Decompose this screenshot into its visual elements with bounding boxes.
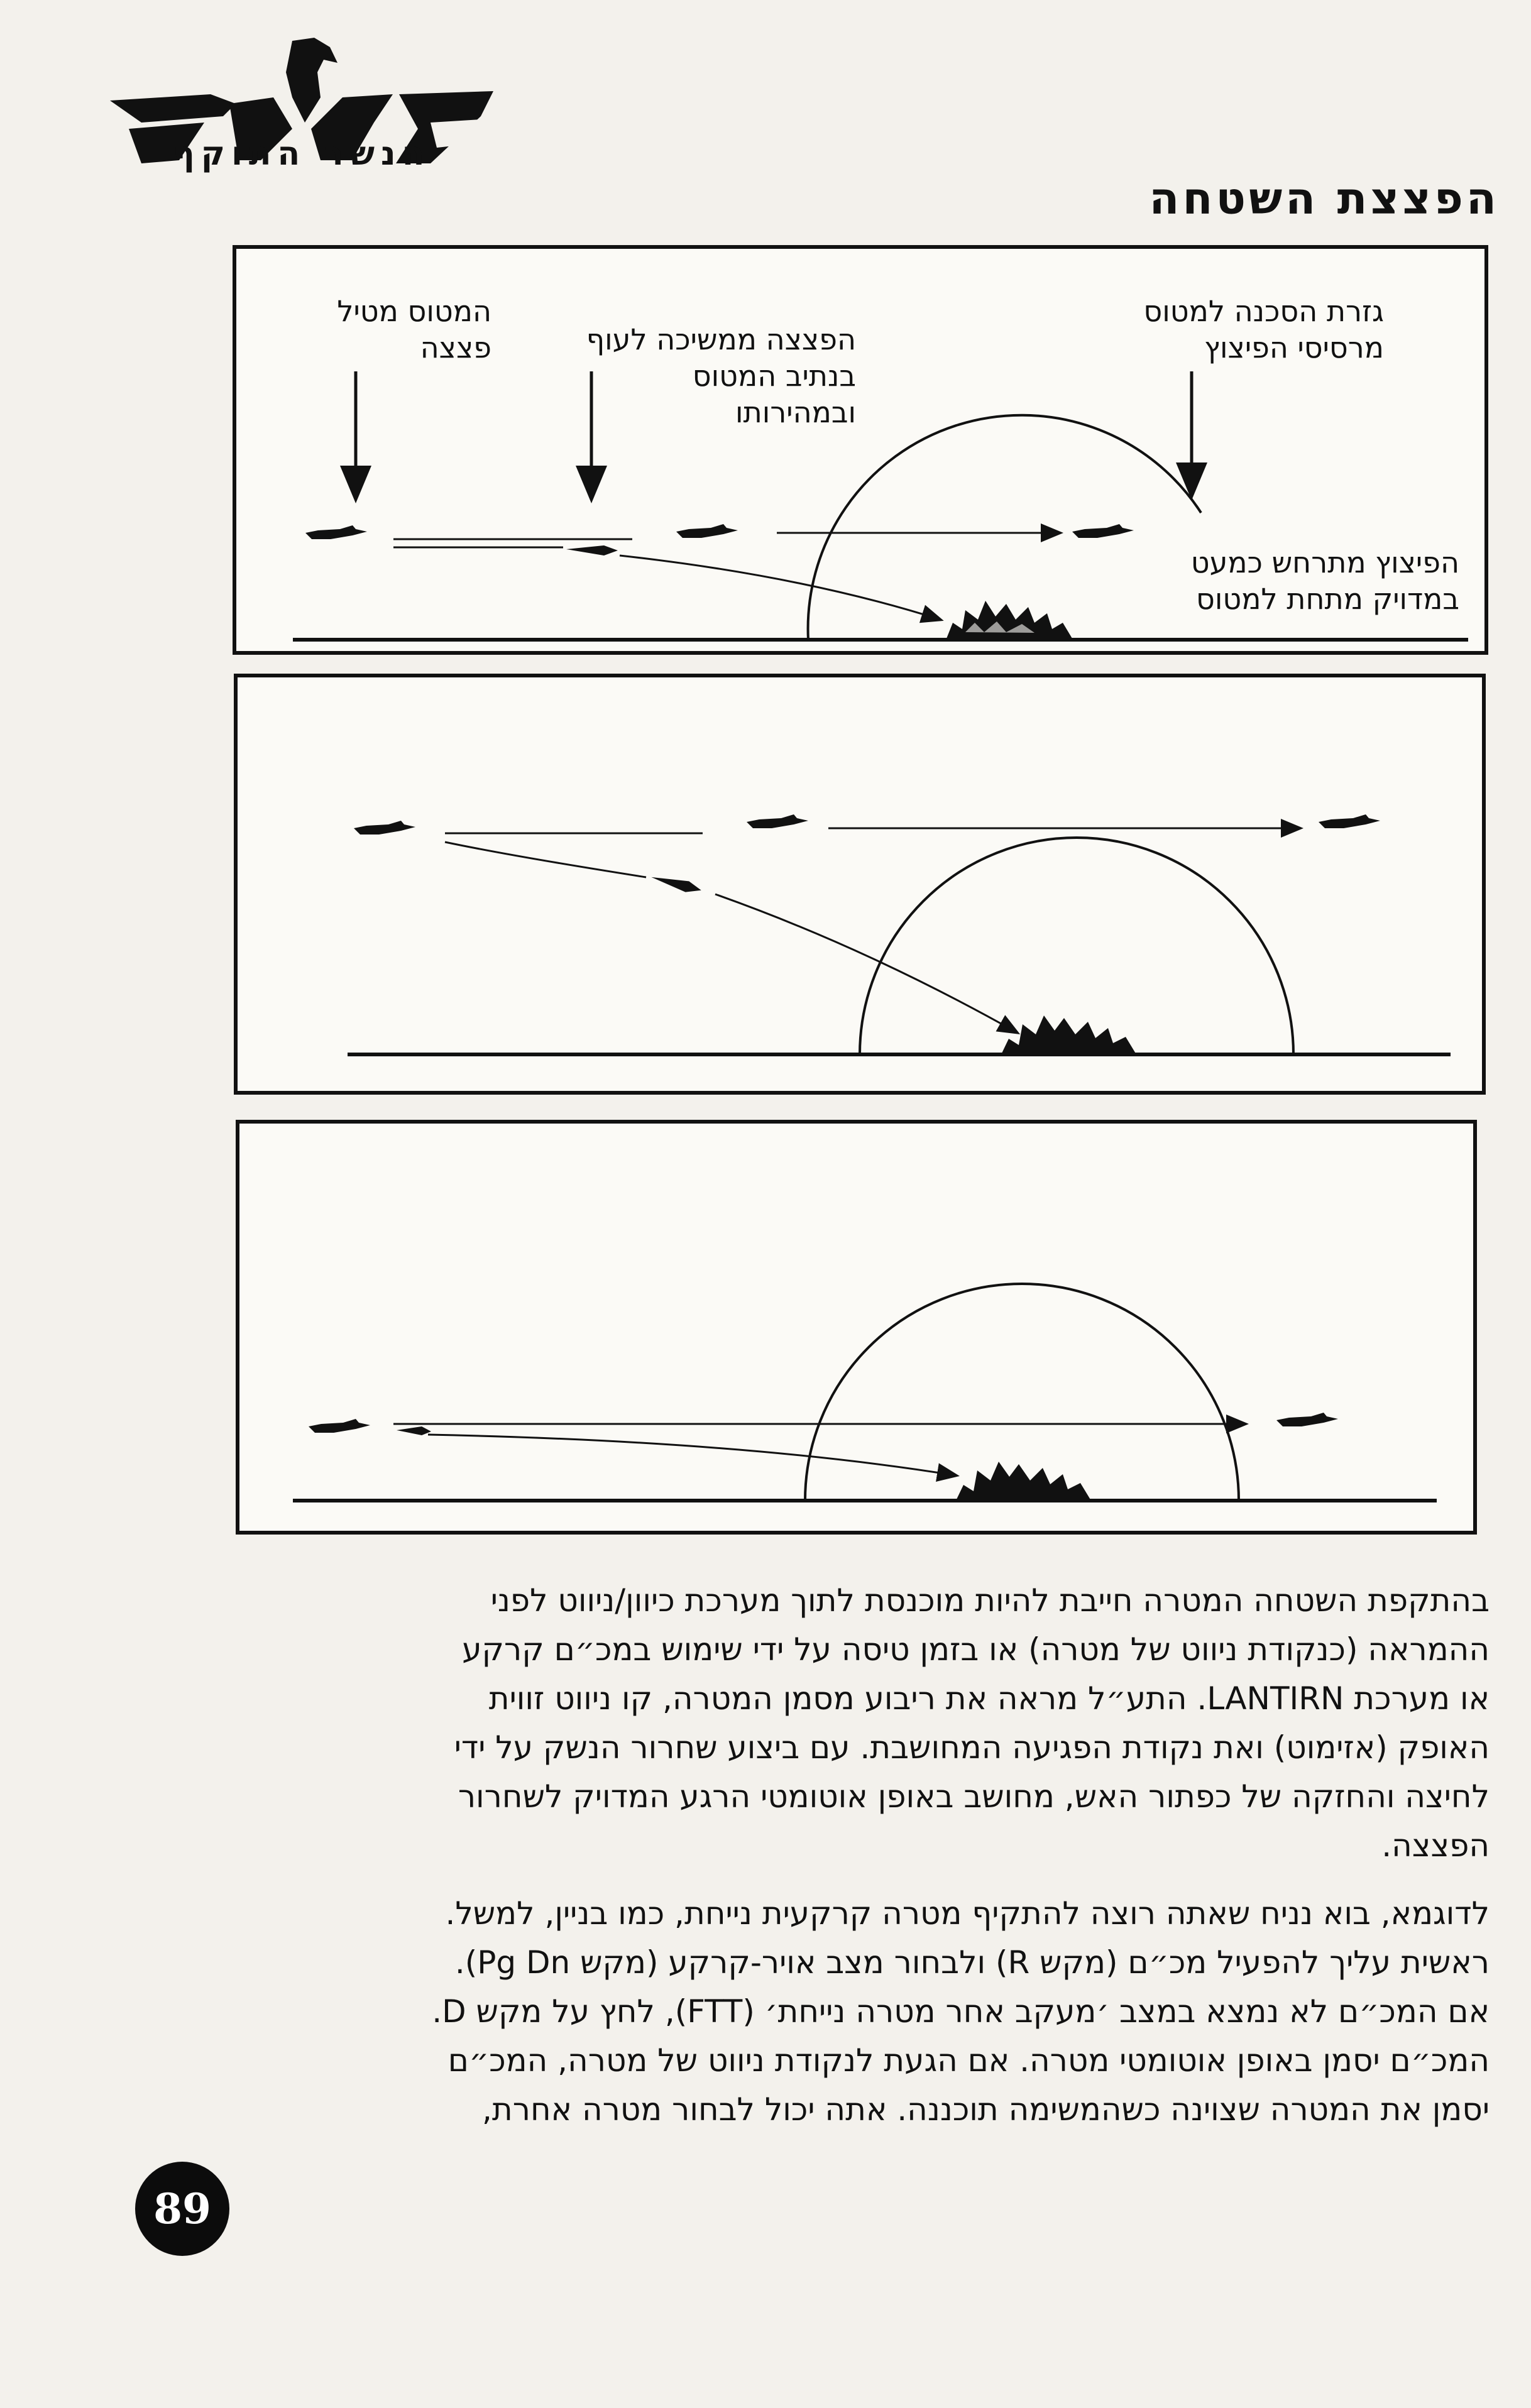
diagram-panel-3 [236, 1120, 1477, 1535]
bomb-icon [566, 545, 618, 555]
aircraft-icon [354, 821, 415, 835]
text-line: אם המכ״ם לא נמצא במצב ׳מעקב אחר מטרה נייחת׳ (FTT), לחץ על מקש D. [432, 1993, 1490, 2030]
panel2-drawing [238, 677, 1482, 1091]
label-follow: הפצצה ממשיכה לעוף בנתיב המטוס ובמהירותו [586, 322, 856, 429]
label-explosion: הפיצוץ מתרחש כמעט במדויק מתחת למטוס [1190, 545, 1459, 616]
danger-arc [860, 838, 1293, 1054]
diagram-panel-1 [233, 245, 1488, 655]
text-line: בהתקפת השטחה המטרה חייבת להיות מוכנסת לתוך מערכת כיוון/ניווט לפני [490, 1582, 1490, 1619]
explosion-icon [947, 601, 1072, 638]
label-danger: גזרת הסכנה למטוס מרסיסי הפיצוץ [1143, 294, 1384, 364]
bomb-icon [650, 873, 703, 895]
aircraft-icon [309, 1419, 370, 1433]
danger-arc [805, 1284, 1239, 1501]
aircraft-icon [1276, 1413, 1338, 1426]
aircraft-icon [1072, 524, 1134, 538]
aircraft-icon [747, 814, 808, 828]
label-release: המטוס מטיל פצצה [337, 294, 491, 364]
text-line: יסמן את המטרה שצוינה כשהמשימה תוכננה. אתה יכול לבחור מטרה אחרת, [482, 2091, 1490, 2128]
text-line: לדוגמא, בוא נניח שאתה רוצה להתקיף מטרה קרקעית נייחת, כמו בניין, למשל. [445, 1895, 1490, 1932]
panel3-drawing [239, 1124, 1473, 1531]
page-number: 89 [135, 2162, 229, 2256]
body-paragraph-2 [182, 1889, 1490, 2134]
text-line: או מערכת LANTIRN. התע״ל מראה את ריבוע מסמן המטרה, קו ניווט זווית [488, 1680, 1490, 1717]
text-line: האופק (אזימוט) ואת נקודת הפגיעה המחושבת. עם ביצוע שחרור הנשק על ידי [454, 1729, 1490, 1766]
logo-subtitle: הנשר התוקף [172, 135, 431, 173]
explosion-icon [1001, 1015, 1136, 1054]
aircraft-icon [1319, 814, 1380, 828]
diagram-panel-2 [234, 674, 1486, 1095]
section-title: הפצצת השטחה [1149, 173, 1500, 224]
explosion-icon [956, 1462, 1091, 1501]
body-paragraph-1 [182, 1576, 1490, 1870]
text-line: הפצצה. [1381, 1827, 1490, 1864]
bomb-icon [397, 1426, 431, 1435]
text-line: המכ״ם יסמן באופן אוטומטי מטרה. אם הגעת לנקודת ניווט של מטרה, המכ״ם [447, 2042, 1490, 2079]
text-line: לחיצה והחזקה של כפתור האש, מחושב באופן אוטומטי הרגע המדויק לשחרור [458, 1778, 1490, 1815]
text-line: ההמראה (כנקודת ניווט של מטרה) או בזמן טיסה על ידי שימוש במכ״ם קרקע [462, 1631, 1490, 1668]
text-line: ראשית עליך להפעיל מכ״ם (מקש R) ולבחור מצב אויר-קרקע (מקש Pg Dn). [454, 1944, 1490, 1981]
aircraft-icon [305, 525, 367, 539]
aircraft-icon [676, 524, 738, 538]
